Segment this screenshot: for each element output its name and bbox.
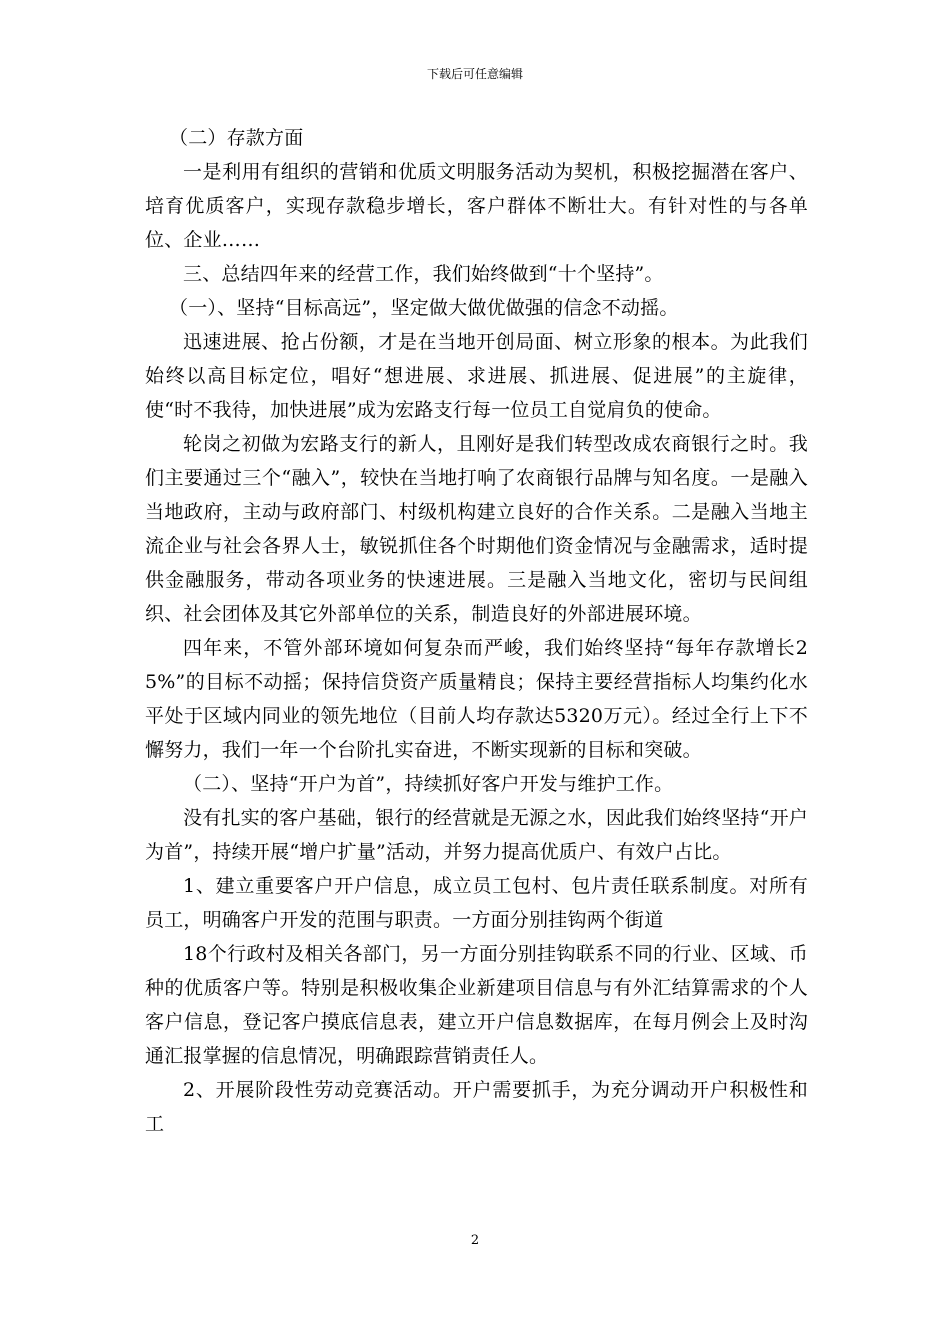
subsection-heading-accounts: （二）、坚持“开户为首”，持续抓好客户开发与维护工作。	[183, 773, 674, 795]
list-item-2: 2、开展阶段性劳动竞赛活动。开户需要抓手，为充分调动开户积极性和工	[145, 1079, 808, 1135]
subsection-heading-goals: （一）、坚持“目标高远”，坚定做大做优做强的信念不动摇。	[169, 297, 679, 319]
paragraph: 迅速进展、抢占份额，才是在当地开创局面、树立形象的根本。为此我们始终以高目标定位，唱好“想进展、求进展、抓进展、促进展”的主旋律，使“时不我待，加快进展”成为宏路支行每一位员工自觉肩负的使命。	[145, 331, 808, 421]
document-body	[145, 121, 808, 1141]
list-item-1: 1、建立重要客户开户信息，成立员工包村、包片责任联系制度。对所有员工，明确客户开发的范围与职责。一方面分别挂钩两个街道	[145, 875, 808, 931]
page-number: 2	[470, 1233, 480, 1248]
section-heading-ten-persistences: 三、总结四年来的经营工作，我们始终做到“十个坚持”。	[183, 263, 664, 285]
paragraph: 一是利用有组织的营销和优质文明服务活动为契机，积极挖掘潜在客户、培育优质客户，实现存款稳步增长，客户群体不断壮大。有针对性的与各单位、企业……	[145, 161, 808, 251]
paragraph: 18个行政村及相关各部门，另一方面分别挂钩联系不同的行业、区域、币种的优质客户等。特别是积极收集企业新建项目信息与有外汇结算需求的个人客户信息，登记客户摸底信息表，建立开户信息数据库，在每月例会上及时沟通汇报掌握的信息情况，明确跟踪营销责任人。	[145, 943, 808, 1067]
page-header-note: 下载后可任意编辑	[426, 67, 523, 81]
paragraph: 没有扎实的客户基础，银行的经营就是无源之水，因此我们始终坚持“开户为首”，持续开展“增户扩量”活动，并努力提高优质户、有效户占比。	[145, 807, 808, 863]
paragraph: 四年来，不管外部环境如何复杂而严峻，我们始终坚持“每年存款增长25%”的目标不动摇；保持信贷资产质量精良；保持主要经营指标人均集约化水平处于区域内同业的领先地位（目前人均存款达5320万元）。经过全行上下不懈努力，我们一年一个台阶扎实奋进，不断实现新的目标和突破。	[145, 637, 808, 761]
paragraph: 轮岗之初做为宏路支行的新人，且刚好是我们转型改成农商银行之时。我们主要通过三个“融入”，较快在当地打响了农商银行品牌与知名度。一是融入当地政府，主动与政府部门、村级机构建立良好的合作关系。二是融入当地主流企业与社会各界人士，敏锐抓住各个时期他们资金情况与金融需求，适时提供金融服务，带动各项业务的快速进展。三是融入当地文化，密切与民间组织、社会团体及其它外部单位的关系，制造良好的外部进展环境。	[145, 433, 808, 625]
section-heading-deposits: （二）存款方面	[169, 127, 304, 149]
